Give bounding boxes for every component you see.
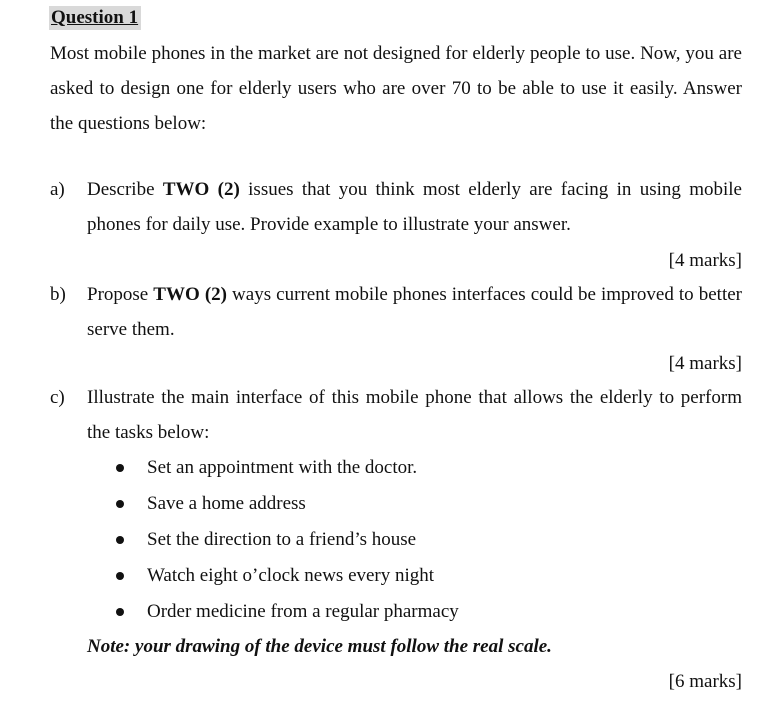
task-text: Save a home address	[147, 493, 306, 514]
part-b-label: b)	[50, 284, 66, 305]
part-a-text-end: issues that you think most elderly are facing in using mobile phones for daily use. Provide example to illustrate your answer.	[87, 179, 742, 235]
part-c-label: c)	[50, 387, 65, 408]
part-c-marks: [6 marks]	[668, 671, 742, 692]
task-text: Set an appointment with the doctor.	[147, 457, 418, 478]
question-part-c	[50, 380, 742, 455]
part-c-text: Illustrate the main interface of this mobile phone that allows the elderly to perform the tasks below:	[87, 387, 742, 443]
bullet-icon	[116, 608, 124, 616]
list-item	[116, 594, 736, 630]
part-a-marks: [4 marks]	[668, 250, 742, 271]
task-text: Watch eight o’clock news every night	[147, 565, 435, 586]
list-item	[116, 486, 736, 522]
question-part-b	[50, 277, 742, 352]
list-item	[116, 522, 736, 558]
task-text: Order medicine from a regular pharmacy	[147, 601, 459, 622]
bullet-icon	[116, 572, 124, 580]
part-a-emphasis: TWO (2)	[162, 179, 240, 200]
bullet-icon	[116, 464, 124, 472]
part-a-text	[87, 172, 742, 242]
bullet-icon	[116, 500, 124, 508]
part-b-text-start: Propose	[87, 284, 154, 305]
scale-note: Note: your drawing of the device must follow the real scale.	[87, 636, 552, 657]
part-a-text-start: Describe	[87, 179, 163, 200]
part-b-text	[87, 277, 742, 347]
part-b-emphasis: TWO (2)	[153, 284, 227, 305]
part-a-label: a)	[50, 179, 65, 200]
question-heading: Question 1	[49, 6, 141, 30]
list-item	[116, 450, 736, 486]
bullet-icon	[116, 536, 124, 544]
list-item	[116, 558, 736, 594]
task-list	[116, 450, 736, 630]
part-b-text-end: ways current mobile phones interfaces could be improved to better serve them.	[87, 284, 742, 340]
task-text: Set the direction to a friend’s house	[147, 529, 417, 550]
question-part-a	[50, 172, 742, 247]
question-intro: Most mobile phones in the market are not designed for elderly people to use. Now, you are asked to design one for elderly users who are over 70 to be able to use it easily. Answer the questions below:	[50, 43, 742, 134]
part-b-marks: [4 marks]	[668, 353, 742, 374]
